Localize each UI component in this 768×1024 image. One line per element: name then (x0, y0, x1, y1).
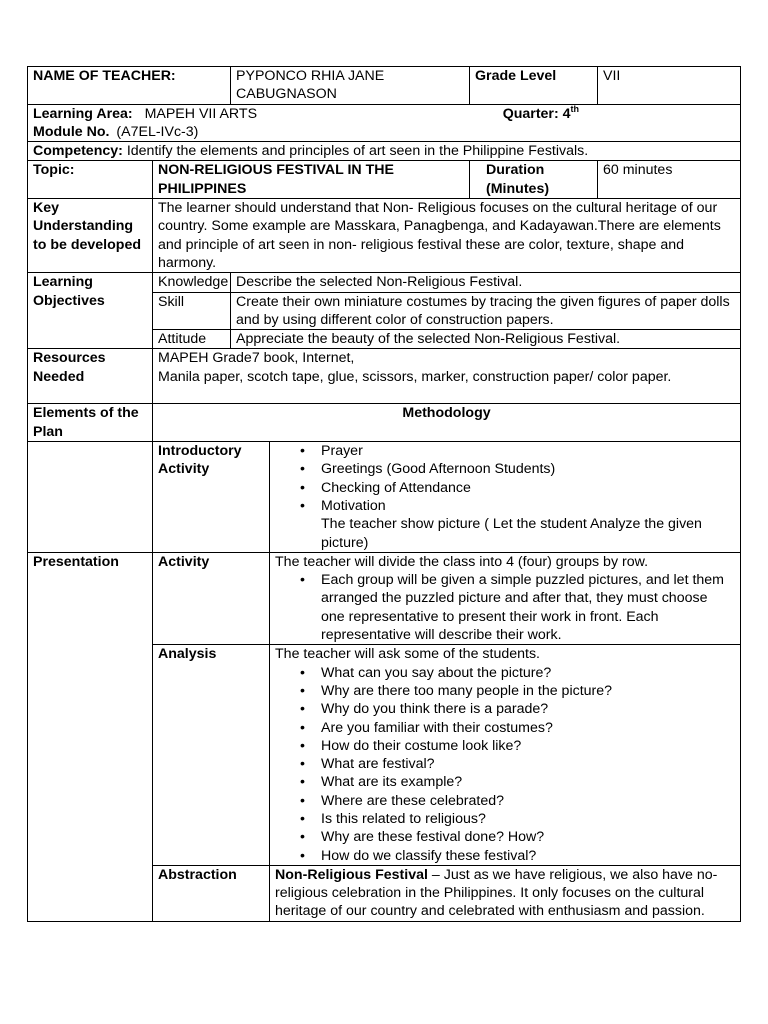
teacher-row (28, 67, 741, 105)
list-item: • What are its example? (321, 773, 735, 791)
activity-intro: The teacher will divide the class into 4 (four) groups by row. (275, 553, 649, 570)
objective-domain: Attitude (153, 330, 231, 349)
competency-cell (28, 142, 741, 161)
learning-objectives-label: Learning Objectives (28, 273, 153, 349)
activity-list (275, 571, 735, 644)
list-item: • Why do you think there is a parade? (321, 700, 735, 718)
learning-area-row (28, 104, 741, 142)
topic-row (28, 161, 741, 199)
objective-text: Appreciate the beauty of the selected Non-Religious Festival. (231, 330, 741, 349)
abstraction-cell (270, 865, 741, 921)
list-item: • How do we classify these festival? (321, 847, 735, 865)
list-item: • Where are these celebrated? (321, 792, 735, 810)
competency-value: Identify the elements and principles of art seen in the Philippine Festivals. (126, 143, 589, 160)
lesson-plan-document (27, 66, 740, 922)
key-understanding-row (28, 199, 741, 273)
resources-cell (153, 349, 741, 404)
module-label: Module No. (33, 123, 110, 140)
objective-text: Describe the selected Non-Religious Festival. (231, 273, 741, 292)
quarter-sup: th (570, 103, 580, 114)
abstraction-text: – Just as we have religious, we also have no-religious celebration in the Philippines. It only focuses on the cultural heritage of our country and celebrated with enthusiasm and passion. (275, 866, 718, 920)
resources-line: MAPEH Grade7 book, Internet, (158, 350, 355, 367)
quarter-label: Quarter: 4 (502, 105, 571, 122)
objective-text: Create their own miniature costumes by tracing the given figures of paper dolls and by using different color of construction papers. (231, 292, 741, 330)
teacher-label: NAME OF TEACHER: (28, 67, 231, 105)
list-item: • What are festival? (321, 755, 735, 773)
activity-label: Activity (153, 552, 270, 644)
methodology-label: Methodology (153, 404, 741, 442)
topic-label: Topic: (28, 161, 153, 199)
motivation-note: The teacher show picture ( Let the student Analyze the given picture) (321, 516, 702, 551)
list-item: • Checking of Attendance (321, 479, 735, 497)
empty-cell (28, 442, 153, 553)
objective-domain: Knowledge (153, 273, 231, 292)
resources-label: Resources Needed (28, 349, 153, 404)
teacher-name: PYPONCO RHIA JANE CABUGNASON (231, 67, 470, 105)
resources-row (28, 349, 741, 404)
learning-area-cell (28, 104, 741, 142)
grade-level-value: VII (598, 67, 741, 105)
objective-domain: Skill (153, 292, 231, 330)
elements-of-plan-label: Elements of the Plan (28, 404, 153, 442)
module-value: (A7EL-IVc-3) (116, 123, 199, 140)
analysis-cell (270, 645, 741, 866)
abstraction-term: Non-Religious Festival (275, 866, 428, 883)
objective-row-knowledge (28, 273, 741, 292)
competency-row (28, 142, 741, 161)
learning-area-label: Learning Area: (33, 105, 133, 122)
list-item: • Is this related to religious? (321, 810, 735, 828)
presentation-label: Presentation (28, 552, 153, 921)
abstraction-label: Abstraction (153, 865, 270, 921)
key-understanding-label: Key Understanding to be developed (28, 199, 153, 273)
resources-line: Manila paper, scotch tape, glue, scissors, marker, construction paper/ color paper. (158, 368, 672, 385)
duration-label: Duration (Minutes) (470, 161, 598, 199)
methodology-header-row (28, 404, 741, 442)
introductory-row (28, 442, 741, 553)
list-item: • Why are these festival done? How? (321, 828, 735, 846)
list-item: • How do their costume look like? (321, 737, 735, 755)
list-item: • Prayer (321, 442, 735, 460)
list-item: • Why are there too many people in the picture? (321, 682, 735, 700)
learning-area-value: MAPEH VII ARTS (144, 105, 258, 122)
analysis-list (275, 664, 735, 865)
list-item: • What can you say about the picture? (321, 664, 735, 682)
analysis-intro: The teacher will ask some of the students. (275, 646, 540, 663)
list-item: • Are you familiar with their costumes? (321, 719, 735, 737)
list-item: • Motivation (321, 497, 735, 515)
list-item: • Each group will be given a simple puzzled pictures, and let them arranged the puzzled picture and after that, they must choose one representative to present their work in front. Each representative will describe their work. (321, 571, 735, 644)
key-understanding-text: The learner should understand that Non- Religious focuses on the cultural heritage of our country. Some example are Masskara, Panagbenga, and Kadayawan.There are elements and principle of art seen in non- religious festival these are color, texture, shape and harmony. (153, 199, 741, 273)
topic-value: NON-RELIGIOUS FESTIVAL IN THE PHILIPPINES (153, 161, 470, 199)
introductory-label: Introductory Activity (153, 442, 270, 553)
activity-cell (270, 552, 741, 644)
list-item: • Greetings (Good Afternoon Students) (321, 460, 735, 478)
activity-row (28, 552, 741, 644)
lesson-plan-table (27, 66, 741, 922)
grade-level-label: Grade Level (470, 67, 598, 105)
duration-value: 60 minutes (598, 161, 741, 199)
introductory-list (275, 442, 735, 515)
introductory-cell (270, 442, 741, 553)
analysis-label: Analysis (153, 645, 270, 866)
competency-label: Competency: (33, 143, 123, 160)
